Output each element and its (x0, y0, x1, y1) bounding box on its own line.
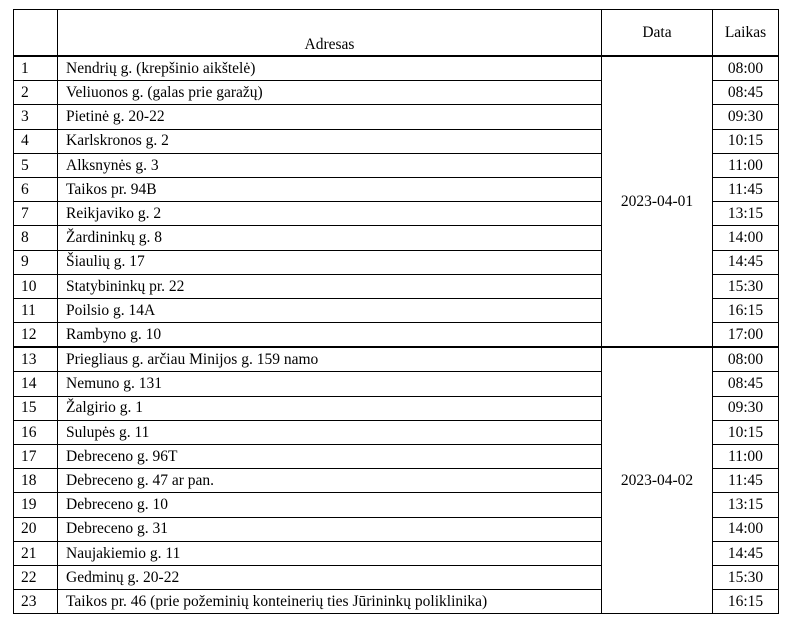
row-time: 09:30 (713, 396, 779, 420)
row-address: Nendrių g. (krepšinio aikštelė) (58, 56, 602, 81)
row-number: 4 (14, 129, 58, 153)
schedule-body (14, 56, 779, 614)
row-time: 16:15 (713, 590, 779, 614)
row-time: 11:00 (713, 445, 779, 469)
row-address: Rambyno g. 10 (58, 323, 602, 348)
group-date: 2023-04-02 (602, 347, 713, 614)
row-address: Debreceno g. 31 (58, 517, 602, 541)
row-time: 09:30 (713, 105, 779, 129)
table-row (14, 56, 779, 81)
row-time: 08:45 (713, 372, 779, 396)
row-number: 3 (14, 105, 58, 129)
row-number: 22 (14, 565, 58, 589)
schedule-table (13, 9, 779, 614)
row-time: 13:15 (713, 493, 779, 517)
row-address: Poilsio g. 14A (58, 298, 602, 322)
row-number: 6 (14, 177, 58, 201)
header-row (14, 10, 779, 57)
row-time: 08:00 (713, 347, 779, 372)
row-address: Karlskronos g. 2 (58, 129, 602, 153)
row-number: 16 (14, 420, 58, 444)
row-address: Alksnynės g. 3 (58, 153, 602, 177)
row-number: 13 (14, 347, 58, 372)
row-time: 08:45 (713, 81, 779, 105)
row-number: 1 (14, 56, 58, 81)
row-number: 15 (14, 396, 58, 420)
row-number: 21 (14, 541, 58, 565)
header-date: Data (602, 10, 713, 57)
header-number (14, 10, 58, 57)
row-time: 15:30 (713, 274, 779, 298)
row-number: 20 (14, 517, 58, 541)
table-row (14, 347, 779, 372)
row-time: 16:15 (713, 298, 779, 322)
row-number: 7 (14, 202, 58, 226)
row-address: Naujakiemio g. 11 (58, 541, 602, 565)
row-number: 5 (14, 153, 58, 177)
row-time: 11:00 (713, 153, 779, 177)
row-time: 14:45 (713, 541, 779, 565)
row-address: Statybininkų pr. 22 (58, 274, 602, 298)
row-number: 10 (14, 274, 58, 298)
row-time: 15:30 (713, 565, 779, 589)
row-number: 19 (14, 493, 58, 517)
header-address: Adresas (58, 10, 602, 57)
row-number: 2 (14, 81, 58, 105)
row-time: 14:00 (713, 517, 779, 541)
row-time: 14:00 (713, 226, 779, 250)
row-address: Debreceno g. 96T (58, 445, 602, 469)
row-address: Priegliaus g. arčiau Minijos g. 159 namo (58, 347, 602, 372)
row-time: 10:15 (713, 129, 779, 153)
row-number: 23 (14, 590, 58, 614)
row-address: Žalgirio g. 1 (58, 396, 602, 420)
row-number: 12 (14, 323, 58, 348)
row-number: 11 (14, 298, 58, 322)
row-time: 11:45 (713, 177, 779, 201)
row-number: 18 (14, 469, 58, 493)
row-address: Taikos pr. 46 (prie požeminių konteinerių ties Jūrininkų poliklinika) (58, 590, 602, 614)
row-address: Gedminų g. 20-22 (58, 565, 602, 589)
header-time: Laikas (713, 10, 779, 57)
row-address: Debreceno g. 47 ar pan. (58, 469, 602, 493)
row-address: Reikjaviko g. 2 (58, 202, 602, 226)
row-address: Pietinė g. 20-22 (58, 105, 602, 129)
row-address: Taikos pr. 94B (58, 177, 602, 201)
row-number: 17 (14, 445, 58, 469)
row-time: 08:00 (713, 56, 779, 81)
row-time: 13:15 (713, 202, 779, 226)
row-address: Debreceno g. 10 (58, 493, 602, 517)
row-address: Veliuonos g. (galas prie garažų) (58, 81, 602, 105)
row-address: Žardininkų g. 8 (58, 226, 602, 250)
row-number: 9 (14, 250, 58, 274)
row-address: Šiaulių g. 17 (58, 250, 602, 274)
row-address: Nemuno g. 131 (58, 372, 602, 396)
row-time: 17:00 (713, 323, 779, 348)
row-number: 14 (14, 372, 58, 396)
row-time: 14:45 (713, 250, 779, 274)
row-time: 10:15 (713, 420, 779, 444)
row-time: 11:45 (713, 469, 779, 493)
row-number: 8 (14, 226, 58, 250)
group-date: 2023-04-01 (602, 56, 713, 347)
row-address: Sulupės g. 11 (58, 420, 602, 444)
